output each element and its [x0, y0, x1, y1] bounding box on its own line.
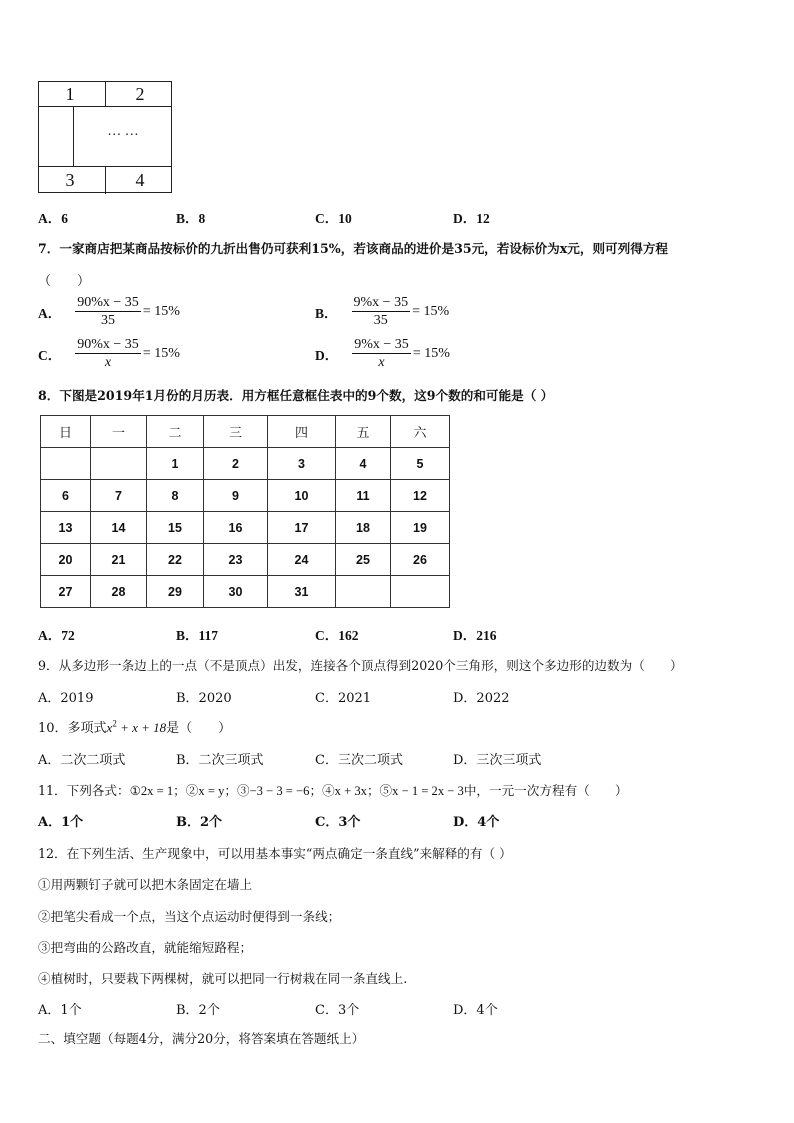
q11-option-a: A．1个: [38, 815, 84, 830]
calendar-cell: 12: [391, 480, 450, 512]
q11-expr-4: ④x + 3x；: [322, 784, 380, 798]
calendar-cell: [41, 448, 91, 480]
calendar-cell: 24: [268, 544, 336, 576]
q8-option-a: A．72: [38, 628, 75, 643]
calendar-cell: 18: [336, 512, 391, 544]
calendar-cell: 3: [268, 448, 336, 480]
q7-option-a-rhs: = 15%: [142, 304, 180, 319]
q8-option-d: D．216: [453, 628, 497, 643]
calendar-cell: [91, 448, 147, 480]
q6-option-b: B．8: [176, 211, 206, 226]
calendar-cell: [336, 576, 391, 608]
q10-expr-x: x: [106, 720, 113, 735]
q7-option-a-denominator: 35: [101, 313, 116, 328]
calendar-cell: 19: [391, 512, 450, 544]
q11-expr-5: ⑤x − 1 = 2x − 3: [379, 784, 464, 798]
calendar-cell: 10: [268, 480, 336, 512]
calendar-cell: 14: [91, 512, 147, 544]
q7-option-d-rhs: = 15%: [412, 346, 450, 361]
q6-option-c: C．10: [315, 211, 352, 226]
q12-stem: 12．在下列生活、生产现象中，可以用基本事实“两点确定一条直线”来解释的有（ ）: [38, 846, 512, 861]
calendar-cell: 8: [147, 480, 204, 512]
figure-cell-2: 2: [135, 84, 145, 104]
q12-option-b: B．2个: [176, 1003, 220, 1018]
q9-option-c: C．2021: [315, 691, 372, 706]
calendar-header-fri: 五: [336, 416, 391, 448]
calendar-cell: 28: [91, 576, 147, 608]
table-row: [41, 448, 450, 480]
q10-expr-exponent: 2: [112, 718, 117, 729]
q7-option-c-numerator: 90%x − 35: [77, 337, 139, 352]
q9-option-a: A．2019: [38, 691, 94, 706]
calendar-cell: 29: [147, 576, 204, 608]
q11-expr-2: ②x = y；: [185, 784, 237, 798]
calendar-cell: 23: [204, 544, 268, 576]
q7-option-c-label: C．: [38, 348, 62, 363]
q7-option-c: [38, 336, 180, 372]
table-row: [41, 576, 450, 608]
q12-option-d: D．4个: [453, 1003, 498, 1018]
calendar-cell: 26: [391, 544, 450, 576]
calendar-cell: 6: [41, 480, 91, 512]
calendar-header-tue: 二: [147, 416, 204, 448]
q10-suffix: 是（ ）: [166, 721, 232, 736]
q12-item-1: ①用两颗钉子就可以把木条固定在墙上: [38, 877, 253, 892]
numbered-grid-figure: [38, 81, 172, 193]
calendar-header-row: [41, 416, 450, 448]
calendar-cell: 27: [41, 576, 91, 608]
calendar-cell: [391, 576, 450, 608]
q10-option-c: C．三次二项式: [315, 753, 403, 768]
calendar-cell: 21: [91, 544, 147, 576]
calendar-header-mon: 一: [91, 416, 147, 448]
q11-suffix: 中，一元一次方程有（ ）: [463, 783, 628, 798]
table-row: [41, 512, 450, 544]
calendar-cell: 20: [41, 544, 91, 576]
calendar-cell: 25: [336, 544, 391, 576]
q7-option-d-label: D．: [315, 348, 339, 363]
q11-prefix: 11．下列各式：: [38, 783, 130, 798]
q7-option-a-fraction: [75, 294, 141, 330]
q7-option-a-numerator: 90%x − 35: [77, 295, 139, 310]
q9-option-b: B．2020: [176, 691, 232, 706]
q7-option-d-fraction: [352, 336, 411, 372]
q7-answer-paren: （ ）: [38, 274, 91, 289]
calendar-cell: 17: [268, 512, 336, 544]
q11-expr-1: ①2x = 1；: [129, 784, 186, 798]
calendar-cell: 16: [204, 512, 268, 544]
calendar-header-sat: 六: [391, 416, 450, 448]
q7-option-b-rhs: = 15%: [412, 304, 450, 319]
q8-option-c: C．162: [315, 628, 359, 643]
q12-item-3: ③把弯曲的公路改直，就能缩短路程；: [38, 940, 253, 955]
table-row: [41, 480, 450, 512]
calendar-cell: 15: [147, 512, 204, 544]
calendar-header-thu: 四: [268, 416, 336, 448]
q7-option-b-numerator: 9%x − 35: [353, 295, 409, 310]
figure-cell-4: 4: [135, 170, 145, 190]
calendar-cell: 22: [147, 544, 204, 576]
calendar-table: [40, 415, 450, 608]
q7-option-d-denominator: x: [378, 355, 385, 370]
q12-item-2: ②把笔尖看成一个点，当这个点运动时便得到一条线；: [38, 909, 341, 924]
calendar-cell: 1: [147, 448, 204, 480]
q10-expr-rest: + x + 18: [116, 720, 167, 735]
q10-option-d: D．三次三项式: [453, 753, 542, 768]
calendar-cell: 7: [91, 480, 147, 512]
q7-option-b-denominator: 35: [373, 313, 388, 328]
calendar-cell: 2: [204, 448, 268, 480]
figure-top-split: [105, 82, 106, 106]
calendar-header-sun: 日: [41, 416, 91, 448]
figure-middle-split: [73, 106, 74, 166]
q7-option-d-numerator: 9%x − 35: [354, 337, 409, 352]
q7-option-b-label: B．: [315, 306, 338, 321]
q7-option-b: [315, 294, 449, 330]
q12-option-c: C．3个: [315, 1003, 360, 1018]
q8-option-b: B．117: [176, 628, 219, 643]
calendar-cell: 31: [268, 576, 336, 608]
q7-option-b-fraction: [352, 294, 411, 330]
figure-top-divider: [39, 106, 171, 107]
q10-option-a: A．二次二项式: [38, 753, 126, 768]
figure-ellipsis: … …: [107, 124, 139, 139]
calendar-cell: 4: [336, 448, 391, 480]
figure-cell-3: 3: [65, 170, 75, 190]
q11-option-d: D．4个: [453, 815, 500, 830]
q7-option-c-rhs: = 15%: [142, 346, 180, 361]
q12-option-a: A．1个: [38, 1003, 82, 1018]
section-heading-fill-in: 二、填空题（每题4分，满分20分，将答案填在答题纸上）: [38, 1031, 365, 1046]
q7-option-a: [38, 294, 180, 330]
calendar-header-wed: 三: [204, 416, 268, 448]
q7-stem: 7．一家商店把某商品按标价的九折出售仍可获利15%，若该商品的进价是35元，若设标价为x元，则可列得方程: [38, 241, 669, 256]
calendar-cell: 11: [336, 480, 391, 512]
q6-option-d: D．12: [453, 211, 490, 226]
q10-prefix: 10．多项式: [38, 721, 107, 736]
q11-option-b: B．2个: [176, 815, 223, 830]
q9-stem: 9．从多边形一条边上的一点（不是顶点）出发，连接各个顶点得到2020个三角形，则这个多边形的边数为（ ）: [38, 658, 683, 673]
q12-item-4: ④植树时，只要栽下两棵树，就可以把同一行树栽在同一条直线上.: [38, 971, 408, 986]
q11-expr-3: ③−3 − 3 = −6；: [236, 784, 323, 798]
calendar-cell: 13: [41, 512, 91, 544]
figure-cell-1: 1: [65, 84, 75, 104]
q9-option-d: D．2022: [453, 691, 510, 706]
table-row: [41, 544, 450, 576]
figure-bottom-split: [105, 166, 106, 194]
q10-stem: [38, 717, 231, 736]
calendar-cell: 30: [204, 576, 268, 608]
q7-option-c-denominator: x: [104, 355, 112, 370]
q11-option-c: C．3个: [315, 815, 361, 830]
q8-stem: 8．下图是2019年1月份的月历表．用方框任意框住表中的9个数，这9个数的和可能是（ ）: [38, 388, 554, 403]
q7-option-c-fraction: [75, 336, 141, 372]
q6-option-a: A．6: [38, 211, 68, 226]
q7-option-d: [315, 336, 450, 372]
q7-option-a-label: A．: [38, 306, 62, 321]
calendar-cell: 9: [204, 480, 268, 512]
q11-stem: [38, 780, 628, 799]
calendar-cell: 5: [391, 448, 450, 480]
q10-option-b: B．二次三项式: [176, 753, 264, 768]
